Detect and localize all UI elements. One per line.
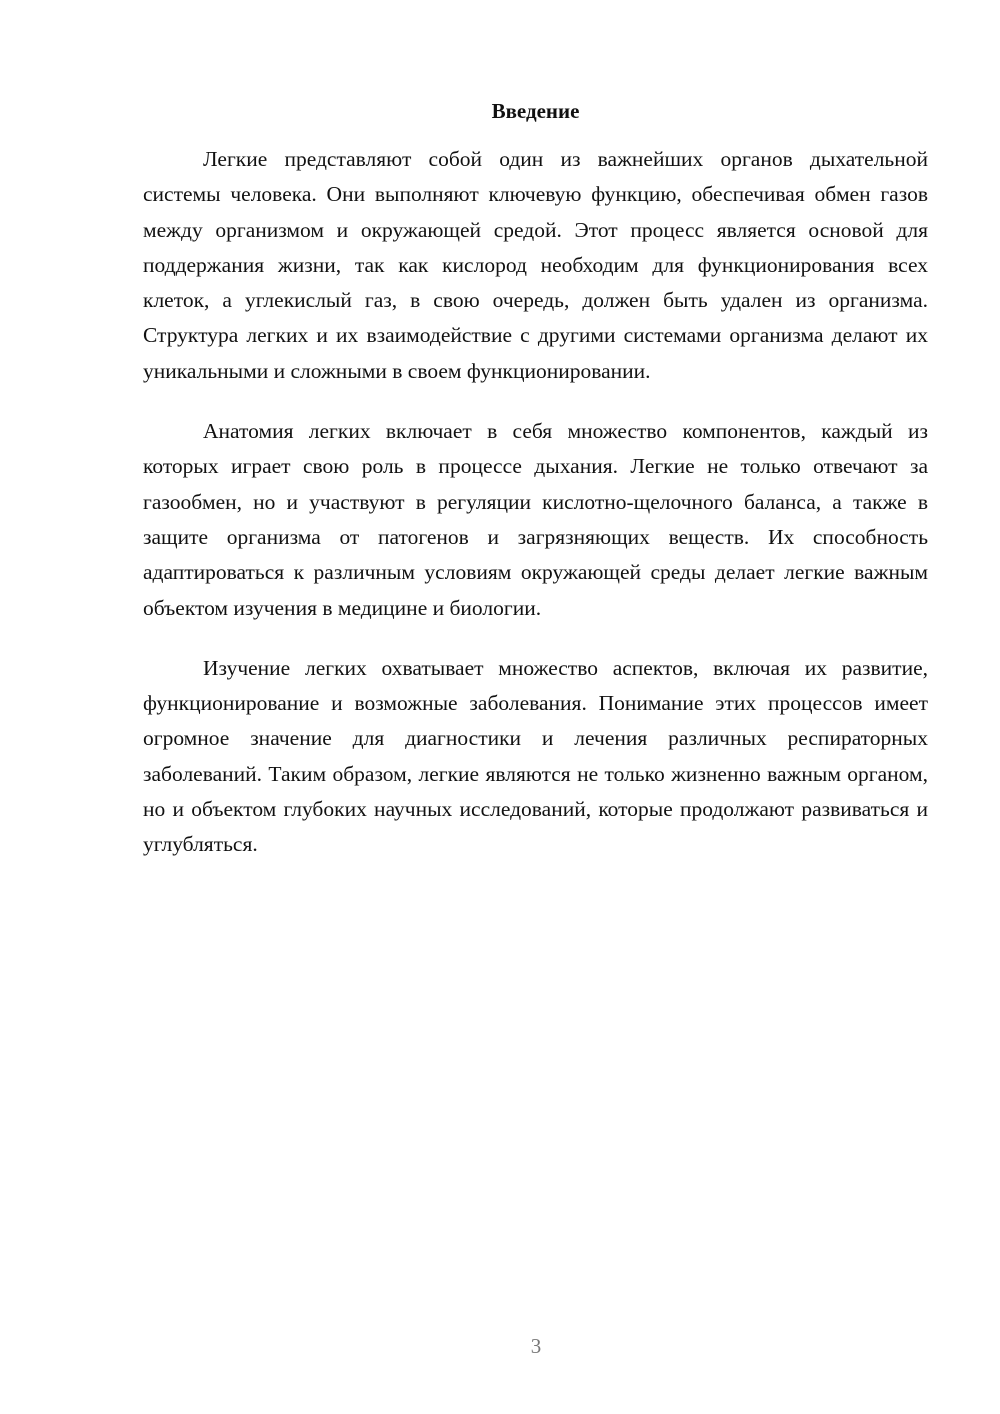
page-number: 3 [530,1334,542,1358]
paragraph-1: Легкие представляют собой один из важнейших органов дыхательной системы человека. Они выполняют ключевую функцию, обеспечивая обмен газов между организмом и окружающей средой. Этот процесс является основой для поддержания жизни, так как кислород необходим для функционирования всех клеток, а углекислый газ, в свою очередь, должен быть удален из организма. Структура легких и их взаимодействие с другими системами организма делают их уникальными и сложными в своем функционировании. [143,147,928,383]
section-heading: Введение [491,99,580,123]
paragraph-3: Изучение легких охватывает множество аспектов, включая их развитие, функционирование и возможные заболевания. Понимание этих процессов имеет огромное значение для диагностики и лечения различных респираторных заболеваний. Таким образом, легкие являются не только жизненно важным органом, но и объектом глубоких научных исследований, которые продолжают развиваться и углубляться. [143,655,928,857]
paragraph-2: Анатомия легких включает в себя множество компонентов, каждый из которых играет свою роль в процессе дыхания. Легкие не только отвечают за газообмен, но и участвуют в регуляции кислотно-щелочного баланса, а также в защите организма от патогенов и загрязняющих веществ. Их способность адаптироваться к различным условиям окружающей среды делает легкие важным объектом изучения в медицине и биологии. [143,419,928,620]
page-content [143,96,928,863]
